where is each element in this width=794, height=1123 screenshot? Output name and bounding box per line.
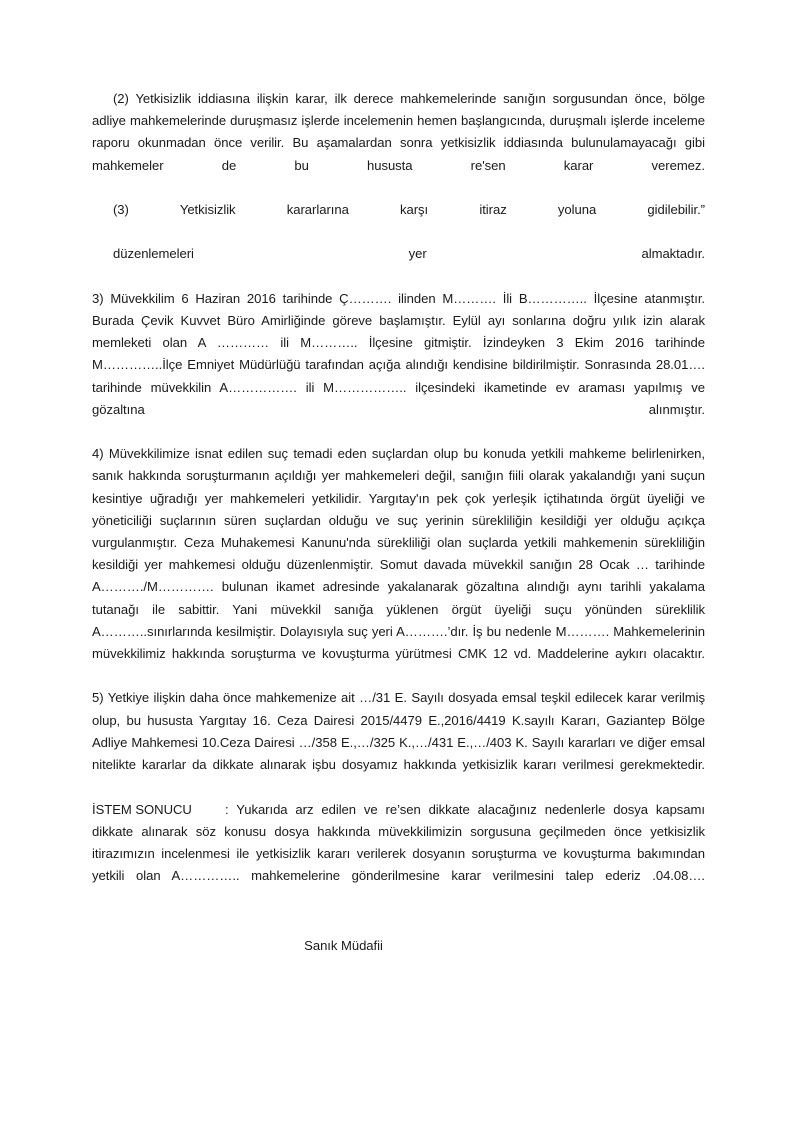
paragraph-clause-3: (3) Yetkisizlik kararlarına karşı itiraz yoluna gidilebilir.” [113,202,705,218]
paragraph-conclusion [92,799,705,910]
conclusion-label: İSTEM SONUCU [92,801,192,817]
signature-label: Sanık Müdafii [304,937,383,953]
document-body [92,88,705,957]
paragraph-item-4: 4) Müvekkilimize isnat edilen suç temadi eden suçlardan olup bu konuda yetkili mahkeme belirlenirken, sanık hakkında soruşturmanın açıldığı yer mahkemeleri değil, sanığın fiili olarak yakalandığı yani suçun kesintiye uğradığı yer mahkemeleri yetkilidir. Yargıtay'ın pek çok yerleşik içtihatında örgüt üyeliği ve yöneticiliği suçlarının süren suçlardan olduğu ve suç yerinin sürekliliğin kesildiği yer olduğu açıkça vurgulanmıştır. Ceza Muhakemesi Kanunu'nda sürekliliği olan suçlarda yetkili mahkemenin sürekliliğin kesildiği yer mahkemesi olduğu düzenlenmiştir. Somut davada müvekkil sanığın 28 Ocak … tarihinde A………./M…………. bulunan ikamet adresinde yakalanarak gözaltına alındığı aynı tarihli yakalama tutanağı ile sabittir. Yani müvekkil sanığa yüklenen örgüt üyeliği suçu yönünden süreklilik A………..sınırlarında kesilmiştir. Dolayısıyla suç yeri A……….’dır. İş bu nedenle M………. Mahkemelerinin müvekkilimiz hakkında soruşturma ve kovuşturma yürütmesi CMK 12 vd. Maddelerine aykırı olacaktır. [92,446,705,662]
paragraph-clause-2: (2) Yetkisizlik iddiasına ilişkin karar, ilk derece mahkemelerinde sanığın sorgusundan önce, bölge adliye mahkemelerinde duruşmasız işlerde incelemenin hemen başlangıcında, duruşmalı işlerde inceleme raporu okunmadan önce verilir. Bu aşamalardan sonra yetkisizlik iddiasında bulunulamayacağı gibi mahkemeler de bu hususta re'sen karar veremez. [92,91,705,173]
conclusion-text: : Yukarıda arz edilen ve re’sen dikkate alacağınız nedenlerle dosya kapsamı dikkate alınarak söz konusu dosya hakkında müvekkilimizin sorgusuna geçilmeden önce yetkisizlik itirazımızın incelenmesi ile yetkisizlik kararı verilerek dosyanın soruşturma ve kovuşturma bakımından yetkili olan A………….. mahkemelerine gönderilmesine karar verilmesini talep ederiz .04.08…. [92,801,705,884]
paragraph-item-5: 5) Yetkiye ilişkin daha önce mahkemenize ait …/31 E. Sayılı dosyada emsal teşkil edilecek karar verilmiş olup, bu hususta Yargıtay 16. Ceza Dairesi 2015/4479 E.,2016/4419 K.sayılı Kararı, Gaziantep Bölge Adliye Mahkemesi 10.Ceza Dairesi …/358 E.,…/325 K.,…/431 E.,…/403 K. Sayılı kararları ve diğer emsal nitelikte kararlar da dikkate alınarak işbu dosyamız hakkında yetkisizlik kararı verilmesi gerekmektedir. [92,690,705,773]
signature-block [92,935,705,957]
paragraph-item-3: 3) Müvekkilim 6 Haziran 2016 tarihinde Ç………. ilinden M………. İli B………….. İlçesine atanmıştır. Burada Çevik Kuvvet Büro Amirliğinde göreve başlamıştır. Eylül ayı sonlarına doğru yılık izin alarak memleketi olan A ………… ili M……….. İlçesine gitmiştir. İzindeyken 3 Ekim 2016 tarihinde M…………..İlçe Emniyet Müdürlüğü tarafından açığa alındığı kendisine bildirilmiştir. Sonrasında 28.01…. tarihinde müvekkilin A……………. ili M…………….. ilçesindeki ikametinde ev araması yapılmış ve gözaltına alınmıştır. [92,290,705,417]
paragraph-closing-provisions: düzenlemeleri yer almaktadır. [113,246,705,262]
